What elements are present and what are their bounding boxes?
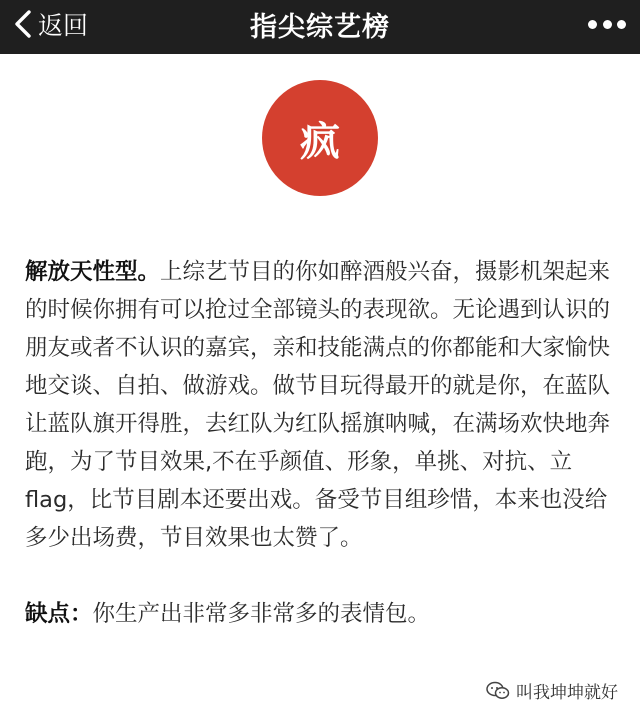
watermark [486, 678, 618, 703]
more-dot-icon [617, 20, 626, 29]
type-badge [262, 80, 378, 196]
more-options-button[interactable] [588, 14, 626, 34]
more-dot-icon [603, 20, 612, 29]
more-dot-icon [588, 20, 597, 29]
flaw-text: 你生产出非常多非常多的表情包。 [92, 601, 431, 627]
type-heading: 解放天性型。 [25, 259, 161, 285]
flaw-paragraph [25, 595, 620, 633]
badge-character: 疯 [300, 118, 340, 165]
article-content [25, 253, 620, 633]
page-title: 指尖综艺榜 [250, 11, 390, 43]
flaw-label: 缺点： [25, 601, 93, 627]
type-description: 上综艺节目的你如醉酒般兴奋，摄影机架起来的时候你拥有可以抢过全部镜头的表现欲。无论遇到认识的朋友或者不认识的嘉宾，亲和技能满点的你都能和大家愉快地交谈、自拍、做游戏。做节目玩得最开的就是你，在蓝队让蓝队旗开得胜，去红队为红队摇旗呐喊，在满场欢快地奔跑，为了节目效果,不在乎颜值、形象，单挑、对抗、立 flag，比节目剧本还要出戏。备受节目组珍惜，本来也没给多少出场费，节目效果也太赞了。 [25, 259, 611, 551]
top-nav-bar [0, 0, 640, 54]
article-paragraph [25, 253, 620, 557]
watermark-text: 叫我坤坤就好 [516, 683, 618, 703]
wechat-icon [486, 681, 510, 701]
back-label: 返回 [38, 11, 89, 40]
